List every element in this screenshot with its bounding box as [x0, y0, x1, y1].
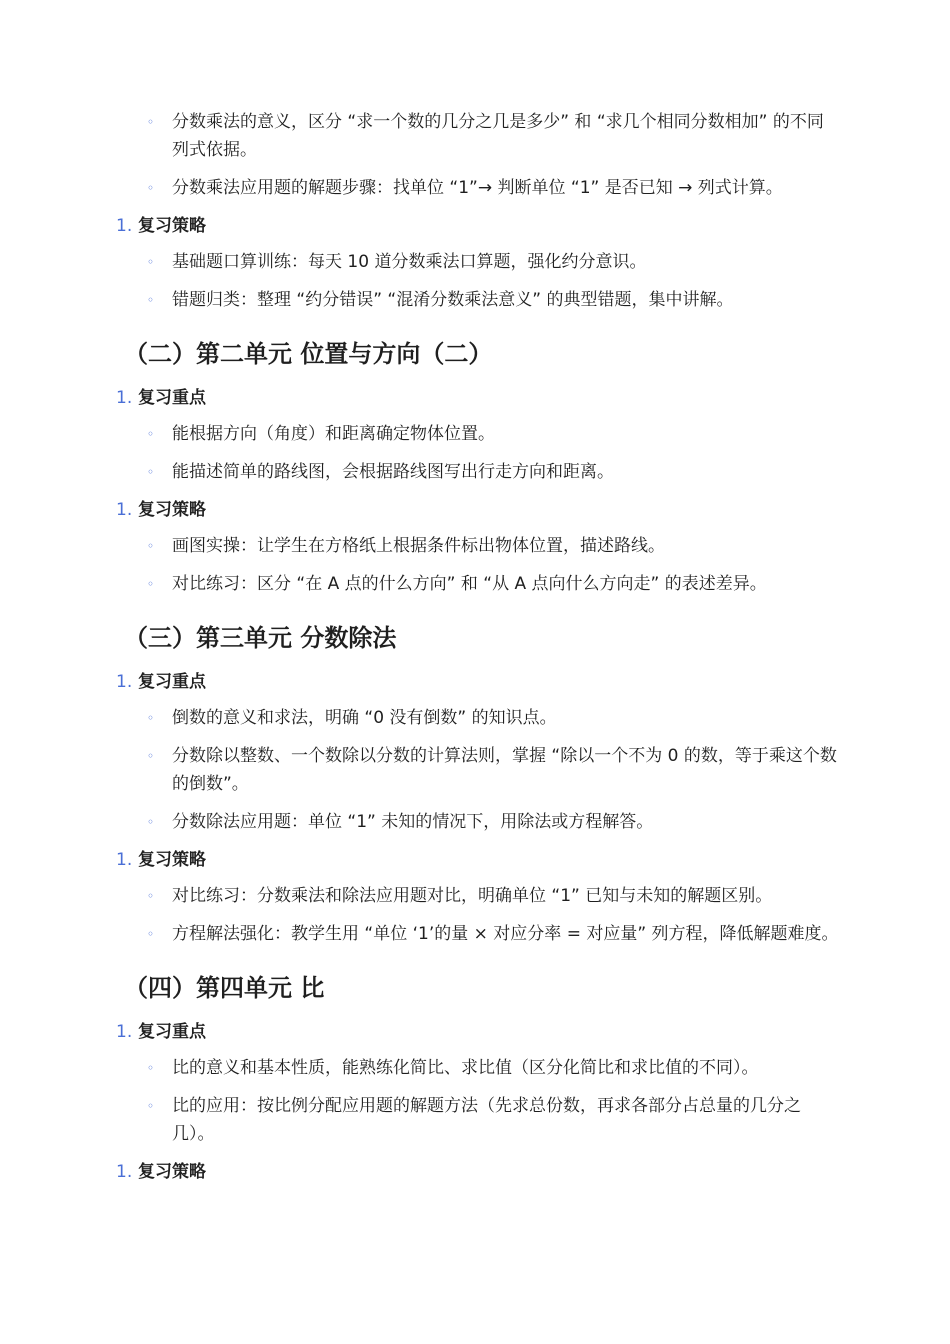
bullet-item-text: 分数乘法的意义，区分 “求一个数的几分之几是多少” 和 “求几个相同分数相加” 的不同列式依据。 [172, 112, 824, 160]
bullet-item-text: 画图实操：让学生在方格纸上根据条件标出物体位置，描述路线。 [172, 536, 665, 556]
bullet-item-text: 对比练习：区分 “在 A 点的什么方向” 和 “从 A 点向什么方向走” 的表述差异。 [172, 574, 767, 594]
numbered-item-label: 复习重点 [138, 388, 206, 408]
bullet-item [0, 570, 950, 598]
bullet-item [0, 420, 950, 448]
bullet-item-text: 比的意义和基本性质，能熟练化简比、求比值（区分化简比和求比值的不同）。 [172, 1058, 759, 1078]
list-number: 1. [116, 1162, 133, 1182]
bullet-item-text: 分数除以整数、一个数除以分数的计算法则，掌握 “除以一个不为 0 的数，等于乘这个数的倒数”。 [172, 746, 837, 794]
numbered-item [0, 668, 950, 696]
bullet-item [0, 286, 950, 314]
bullet-item [0, 248, 950, 276]
list-number: 1. [116, 850, 133, 870]
bullet-circle-icon: ◦ [147, 711, 155, 725]
numbered-item [0, 846, 950, 874]
bullet-circle-icon: ◦ [147, 815, 155, 829]
list-number: 1. [116, 500, 133, 520]
bullet-circle-icon: ◦ [147, 115, 155, 129]
bullet-circle-icon: ◦ [147, 889, 155, 903]
numbered-item [0, 1018, 950, 1046]
bullet-item-text: 基础题口算训练：每天 10 道分数乘法口算题，强化约分意识。 [172, 252, 647, 272]
bullet-item [0, 532, 950, 560]
numbered-item-label: 复习策略 [138, 1162, 206, 1182]
numbered-item [0, 496, 950, 524]
document-content [0, 108, 950, 1194]
bullet-item [0, 704, 950, 732]
bullet-circle-icon: ◦ [147, 293, 155, 307]
numbered-item-label: 复习重点 [138, 672, 206, 692]
bullet-circle-icon: ◦ [147, 427, 155, 441]
numbered-item-label: 复习策略 [138, 216, 206, 236]
bullet-circle-icon: ◦ [147, 255, 155, 269]
bullet-item [0, 882, 950, 910]
bullet-item [0, 108, 950, 164]
numbered-item-label: 复习策略 [138, 850, 206, 870]
bullet-circle-icon: ◦ [147, 1061, 155, 1075]
bullet-circle-icon: ◦ [147, 577, 155, 591]
numbered-item-label: 复习重点 [138, 1022, 206, 1042]
bullet-item-text: 分数除法应用题：单位 “1” 未知的情况下，用除法或方程解答。 [172, 812, 654, 832]
bullet-item [0, 1092, 950, 1148]
bullet-circle-icon: ◦ [147, 181, 155, 195]
bullet-item [0, 742, 950, 798]
numbered-item [0, 384, 950, 412]
list-number: 1. [116, 216, 133, 236]
bullet-item [0, 458, 950, 486]
list-number: 1. [116, 388, 133, 408]
bullet-item-text: 能描述简单的路线图，会根据路线图写出行走方向和距离。 [172, 462, 614, 482]
bullet-item-text: 倒数的意义和求法，明确 “0 没有倒数” 的知识点。 [172, 708, 557, 728]
bullet-item [0, 1054, 950, 1082]
bullet-item-text: 分数乘法应用题的解题步骤：找单位 “1”→ 判断单位 “1” 是否已知 → 列式计算。 [172, 178, 783, 198]
bullet-circle-icon: ◦ [147, 927, 155, 941]
section-heading: （二）第二单元 位置与方向（二） [124, 340, 493, 368]
bullet-circle-icon: ◦ [147, 1099, 155, 1113]
bullet-item-text: 方程解法强化：教学生用 “单位 ‘1’的量 × 对应分率 = 对应量” 列方程，降低解题难度。 [172, 924, 839, 944]
bullet-item-text: 能根据方向（角度）和距离确定物体位置。 [172, 424, 495, 444]
section-heading: （四）第四单元 比 [124, 974, 325, 1002]
bullet-item [0, 808, 950, 836]
bullet-item [0, 920, 950, 948]
bullet-circle-icon: ◦ [147, 539, 155, 553]
bullet-circle-icon: ◦ [147, 465, 155, 479]
bullet-item [0, 174, 950, 202]
bullet-item-text: 比的应用：按比例分配应用题的解题方法（先求总份数，再求各部分占总量的几分之几）。 [172, 1096, 801, 1144]
numbered-item-label: 复习策略 [138, 500, 206, 520]
numbered-item [0, 212, 950, 240]
bullet-item-text: 对比练习：分数乘法和除法应用题对比，明确单位 “1” 已知与未知的解题区别。 [172, 886, 773, 906]
list-number: 1. [116, 672, 133, 692]
bullet-item-text: 错题归类：整理 “约分错误” “混淆分数乘法意义” 的典型错题，集中讲解。 [172, 290, 734, 310]
list-number: 1. [116, 1022, 133, 1042]
numbered-item [0, 1158, 950, 1186]
bullet-circle-icon: ◦ [147, 749, 155, 763]
section-heading: （三）第三单元 分数除法 [124, 624, 397, 652]
